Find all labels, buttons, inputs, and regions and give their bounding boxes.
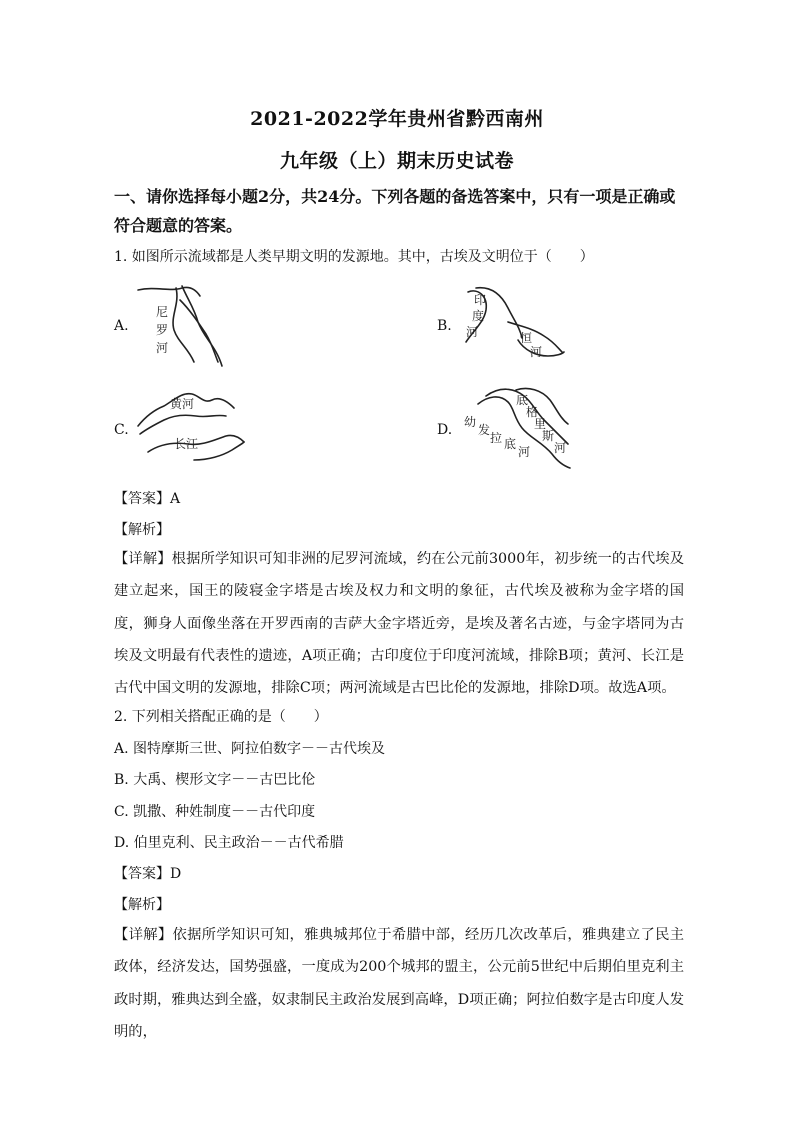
nile-river-channel [180,300,218,362]
option-a-label: A. [114,318,129,334]
section-heading: 一、请你选择每小题2分，共24分。下列各题的备选答案中，只有一项是正确或符合题意的答案。 [114,187,676,235]
nile-label-1: 尼 [156,305,169,319]
nile-river-map [136,282,236,372]
question-2-answer: 【答案】D [114,866,182,882]
question-2-detail: 【详解】依据所学知识可知，雅典城邦位于希腊中部，经历几次改革后，雅典建立了民主政体，经济发达，国势强盛，一度成为200个城邦的盟主，公元前5世纪中后期伯里克利主政时期，雅典达到全盛，奴隶制民主政治发展到高峰，D项正确；阿拉伯数字是古印度人发明的， [114,927,684,1040]
question-1-analysis-tag: 【解析】 [114,522,170,538]
question-1-answer: 【答案】A [114,491,181,507]
nile-river-west [173,288,194,362]
tigris-label-5: 河 [554,441,567,455]
indus-label-3: 河 [466,325,479,339]
mesopotamia-map [456,378,576,470]
question-1-stem: 1. 如图所示流域都是人类早期文明的发源地。其中，古埃及文明位于（ ） [114,249,594,265]
question-2-stem: 2. 下列相关搭配正确的是（ ） [114,709,328,725]
option-d-label: D. [437,422,453,438]
option-c-label: C. [114,422,129,438]
nile-label-2: 罗 [156,323,169,337]
nile-river-east [182,286,222,366]
question-1-detail: 【详解】根据所学知识可知非洲的尼罗河流域，约在公元前3000年，初步统一的古代埃及建立起来，国王的陵寝金字塔是古埃及权力和文明的象征，古代埃及被称为金字塔的国度，狮身人面像坐落在开罗西南的吉萨大金字塔近旁，是埃及著名古迹，与金字塔同为古埃及文明最有代表性的遗迹，A项正确；古印度位于印度河流域，排除B项；黄河、长江是古代中国文明的发源地，排除C项；两河流域是古巴比伦的发源地，排除D项。故选A项。 [114,551,684,697]
question-2-option-a: A. 图特摩斯三世、阿拉伯数字－－古代埃及 [114,741,386,757]
yellow-river-label: 黄河 [170,397,195,411]
option-b-label: B. [437,318,452,334]
nile-label-3: 河 [156,341,169,355]
euphrates-label-5: 河 [518,445,531,459]
yellow-yangtze-map [134,386,246,466]
page-subtitle: 九年级（上）期末历史试卷 [279,150,514,172]
page-title: 2021-2022学年贵州省黔西南州 [250,108,544,130]
nile-coast-line [138,287,200,296]
tigris-label-3: 里 [534,417,547,431]
ganges-label-1: 恒 [520,331,533,345]
tigris-label-2: 格 [526,405,539,419]
euphrates-label-2: 发 [478,423,491,437]
question-2-option-c: C. 凯撒、种姓制度－－古代印度 [114,804,316,820]
euphrates-label-3: 拉 [490,431,503,445]
euphrates-label-1: 幼 [464,415,477,429]
euphrates-label-4: 底 [504,437,517,451]
indus-ganges-map [458,282,568,372]
ganges-label-2: 河 [530,345,543,359]
question-2-analysis-tag: 【解析】 [114,897,170,913]
tigris-label-1: 底 [516,393,529,407]
yangtze-river-label: 长江 [174,437,199,451]
indus-label-1: 印 [474,293,487,307]
yellow-river-lower [140,415,226,434]
tigris-label-4: 斯 [542,429,555,443]
question-2-option-d: D. 伯里克利、民主政治－－古代希腊 [114,835,344,851]
yangtze-river-lower [194,442,244,460]
indus-label-2: 度 [472,309,485,323]
question-2-option-b: B. 大禹、楔形文字－－古巴比伦 [114,772,316,788]
